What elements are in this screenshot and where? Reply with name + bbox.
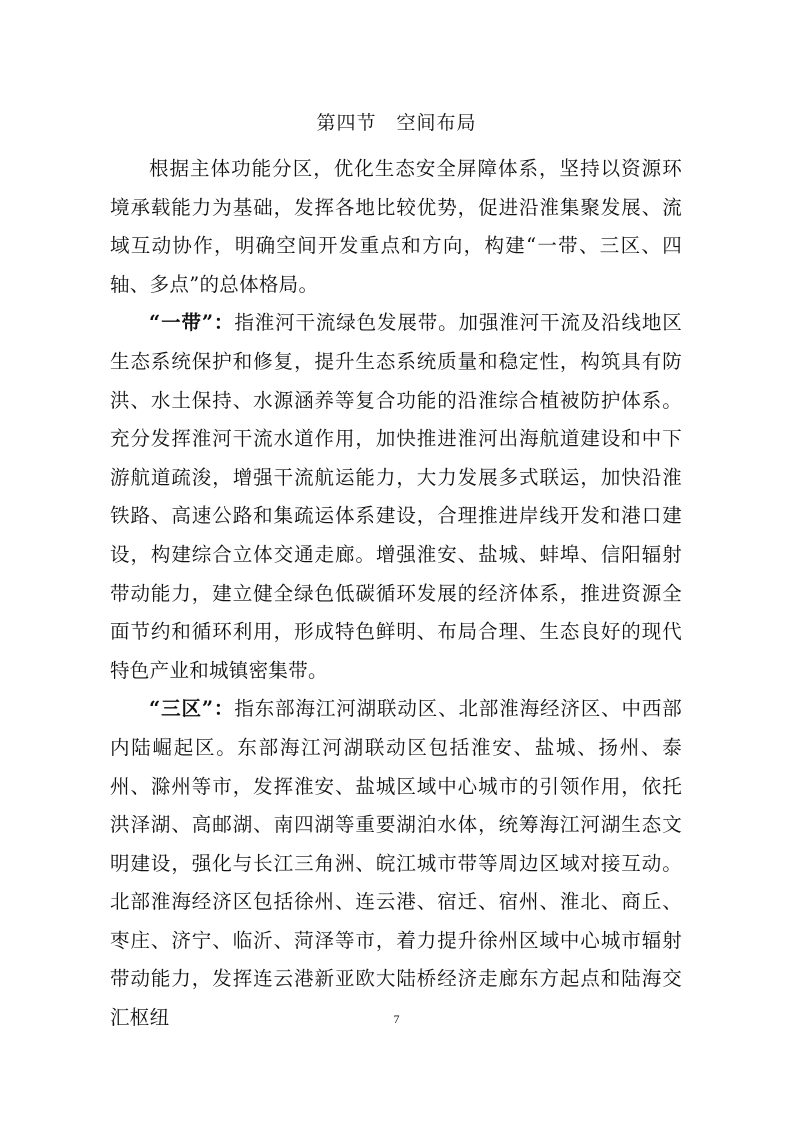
paragraph-three-zones — [110, 690, 682, 1037]
paragraph-text: 指淮河干流绿色发展带。加强淮河干流及沿线地区生态系统保护和修复，提升生态系统质量和稳定性，构筑具有防洪、水土保持、水源涵养等复合功能的沿淮综合植被防护体系。充分发挥淮河干流水道作用，加快推进淮河出海航道建设和中下游航道疏浚，增强干流航运能力，大力发展多式联运，加快沿淮铁路、高速公路和集疏运体系建设，合理推进岸线开发和港口建设，构建综合立体交通走廊。增强淮安、盐城、蚌埠、信阳辐射带动能力，建立健全绿色低碳循环发展的经济体系，推进资源全面节约和循环利用，形成特色鲜明、布局合理、生态良好的现代特色产业和城镇密集带。 — [110, 311, 682, 682]
paragraph-lead: “一带”： — [149, 311, 235, 335]
page-number: 7 — [393, 1012, 400, 1026]
paragraph-one-belt — [110, 304, 682, 690]
paragraph-intro — [110, 150, 682, 304]
body-text — [110, 150, 682, 1038]
paragraph-text: 指东部海江河湖联动区、北部淮海经济区、中西部内陆崛起区。东部海江河湖联动区包括淮安、盐城、扬州、泰州、滁州等市，发挥淮安、盐城区域中心城市的引领作用，依托洪泽湖、高邮湖、南四湖等重要湖泊水体，统筹海江河湖生态文明建设，强化与长江三角洲、皖江城市带等周边区域对接互动。北部淮海经济区包括徐州、连云港、宿迁、宿州、淮北、商丘、枣庄、济宁、临沂、菏泽等市，着力提升徐州区域中心城市辐射带动能力，发挥连云港新亚欧大陆桥经济走廊东方起点和陆海交汇枢纽 — [110, 697, 682, 1030]
paragraph-text: 根据主体功能分区，优化生态安全屏障体系，坚持以资源环境承载能力为基础，发挥各地比较优势，促进沿淮集聚发展、流域互动协作，明确空间开发重点和方向，构建“一带、三区、四轴、多点”的总体格局。 — [110, 157, 682, 296]
section-title: 第四节 空间布局 — [316, 112, 477, 134]
paragraph-lead: “三区”： — [149, 697, 235, 721]
